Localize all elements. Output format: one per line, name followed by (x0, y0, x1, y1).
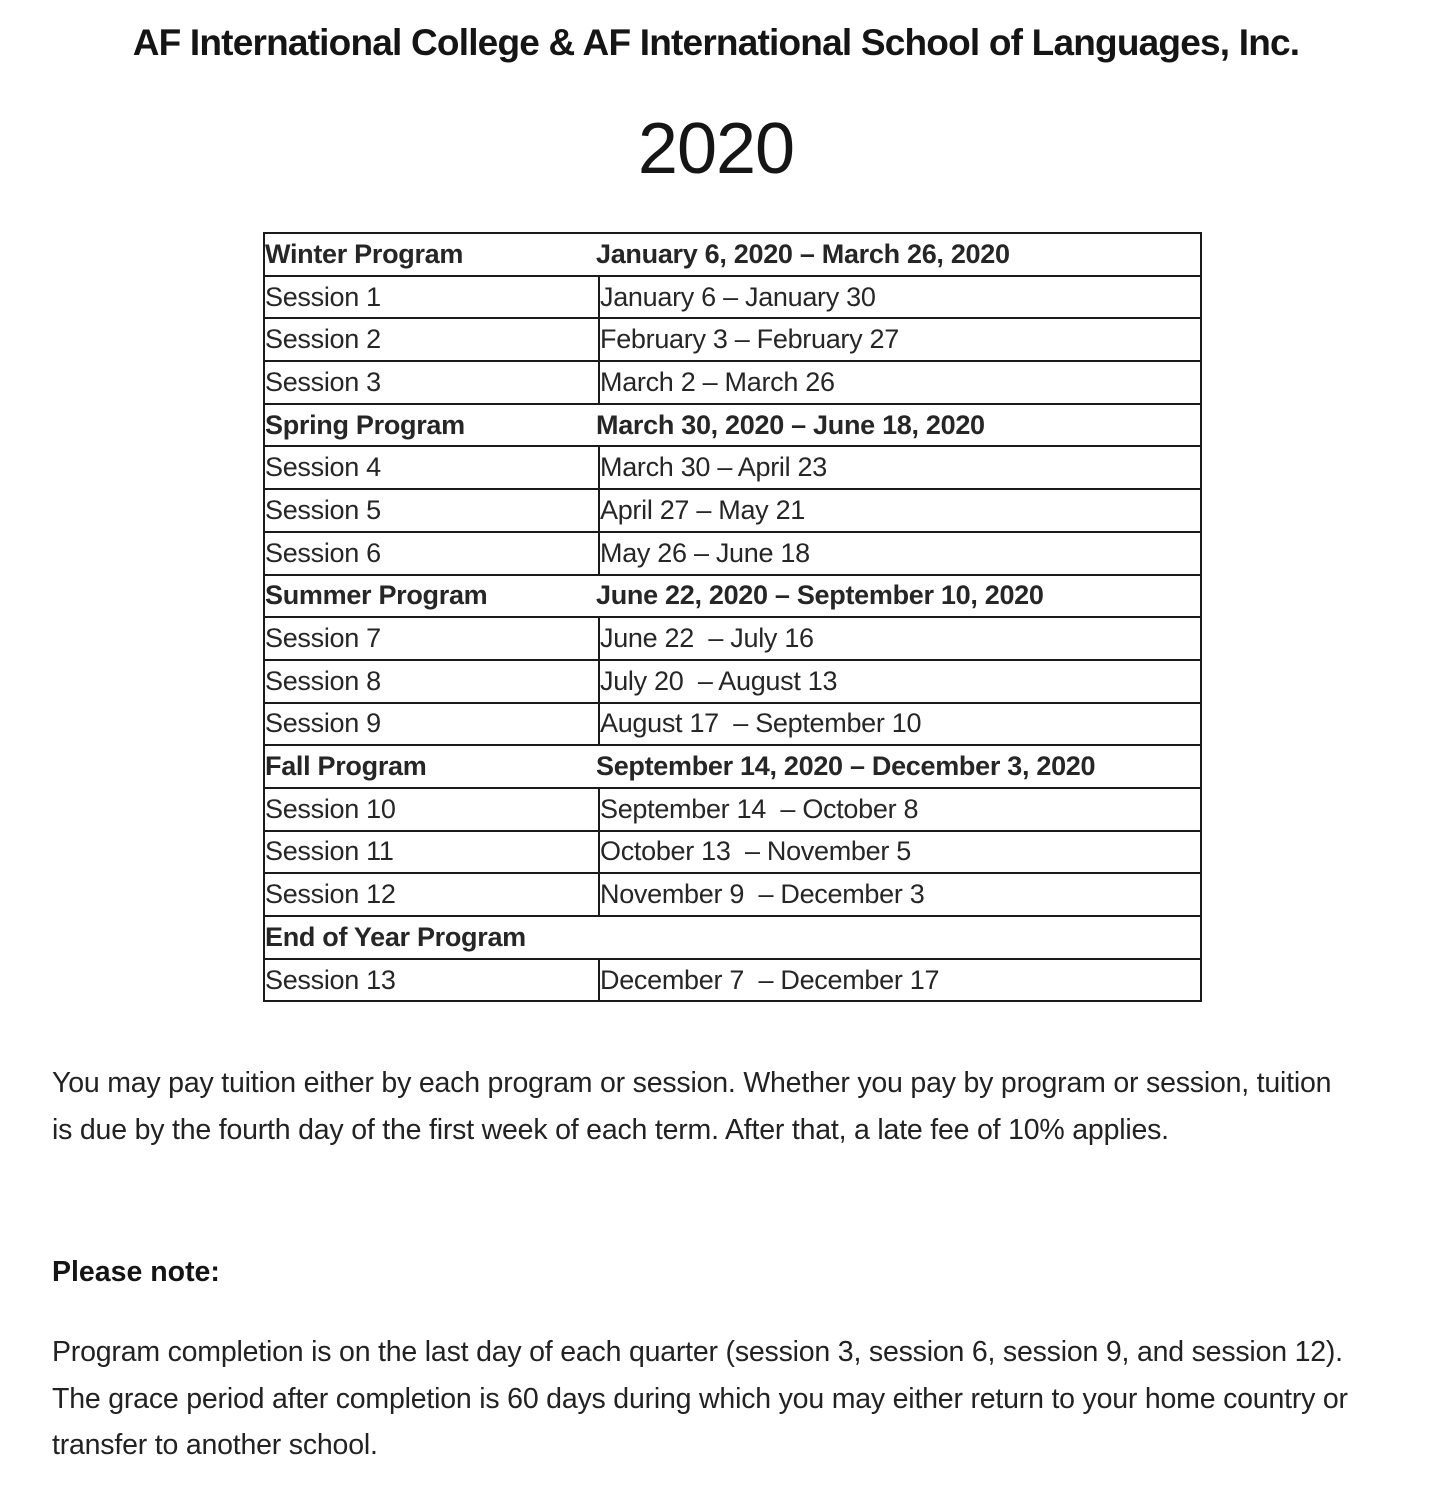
program-cell (264, 233, 1201, 276)
session-row (264, 660, 1201, 703)
session-label: Session 4 (264, 446, 599, 489)
session-row (264, 489, 1201, 532)
session-row (264, 276, 1201, 319)
session-row (264, 703, 1201, 746)
year-heading: 2020 (637, 109, 795, 189)
session-label: Session 7 (264, 617, 599, 660)
session-row (264, 318, 1201, 361)
please-note-label: Please note: (52, 1255, 220, 1288)
session-row (264, 446, 1201, 489)
session-row (264, 873, 1201, 916)
program-cell (264, 575, 1201, 618)
session-dates: January 6 – January 30 (599, 276, 1201, 319)
session-dates: November 9 – December 3 (599, 873, 1201, 916)
session-label: Session 3 (264, 361, 599, 404)
page-title: AF International College & AF International School of Languages, Inc. (132, 22, 1300, 63)
program-row (264, 404, 1201, 447)
session-label: Session 11 (264, 831, 599, 874)
program-label: End of Year Program (265, 921, 526, 952)
session-dates: August 17 – September 10 (599, 703, 1201, 746)
session-dates: May 26 – June 18 (599, 532, 1201, 575)
session-dates: December 7 – December 17 (599, 959, 1201, 1002)
session-row (264, 959, 1201, 1002)
program-dates: September 14, 2020 – December 3, 2020 (596, 751, 1096, 782)
program-cell (264, 404, 1201, 447)
program-label: Summer Program (265, 580, 488, 611)
program-row (264, 575, 1201, 618)
program-cell (264, 916, 1201, 959)
session-label: Session 5 (264, 489, 599, 532)
session-dates: July 20 – August 13 (599, 660, 1201, 703)
session-label: Session 9 (264, 703, 599, 746)
session-dates: April 27 – May 21 (599, 489, 1201, 532)
session-row (264, 532, 1201, 575)
session-dates: February 3 – February 27 (599, 318, 1201, 361)
session-dates: June 22 – July 16 (599, 617, 1201, 660)
session-label: Session 8 (264, 660, 599, 703)
session-dates: March 2 – March 26 (599, 361, 1201, 404)
session-row (264, 831, 1201, 874)
program-row (264, 233, 1201, 276)
program-dates: March 30, 2020 – June 18, 2020 (596, 409, 985, 440)
program-label: Fall Program (265, 751, 427, 782)
session-label: Session 1 (264, 276, 599, 319)
program-label: Winter Program (265, 238, 464, 269)
program-cell (264, 745, 1201, 788)
program-label: Spring Program (265, 409, 465, 440)
session-dates: October 13 – November 5 (599, 831, 1201, 874)
program-row (264, 916, 1201, 959)
program-dates: June 22, 2020 – September 10, 2020 (596, 580, 1044, 611)
session-label: Session 2 (264, 318, 599, 361)
session-label: Session 13 (264, 959, 599, 1002)
session-label: Session 12 (264, 873, 599, 916)
tuition-note: You may pay tuition either by each program or session. Whether you pay by program or session, tuition is due by the fourth day of the first week of each term. After that, a late fee of 10% applies. (52, 1067, 1332, 1147)
session-row (264, 617, 1201, 660)
program-row (264, 745, 1201, 788)
session-dates: September 14 – October 8 (599, 788, 1201, 831)
program-dates: January 6, 2020 – March 26, 2020 (596, 238, 1010, 269)
session-label: Session 6 (264, 532, 599, 575)
completion-note: Program completion is on the last day of each quarter (session 3, session 6, session 9, and session 12). The grace period after completion is 60 days during which you may either return to your home country or transfer to another school. (52, 1335, 1348, 1462)
session-row (264, 361, 1201, 404)
session-row (264, 788, 1201, 831)
session-label: Session 10 (264, 788, 599, 831)
session-dates: March 30 – April 23 (599, 446, 1201, 489)
schedule-table (263, 232, 1202, 1002)
